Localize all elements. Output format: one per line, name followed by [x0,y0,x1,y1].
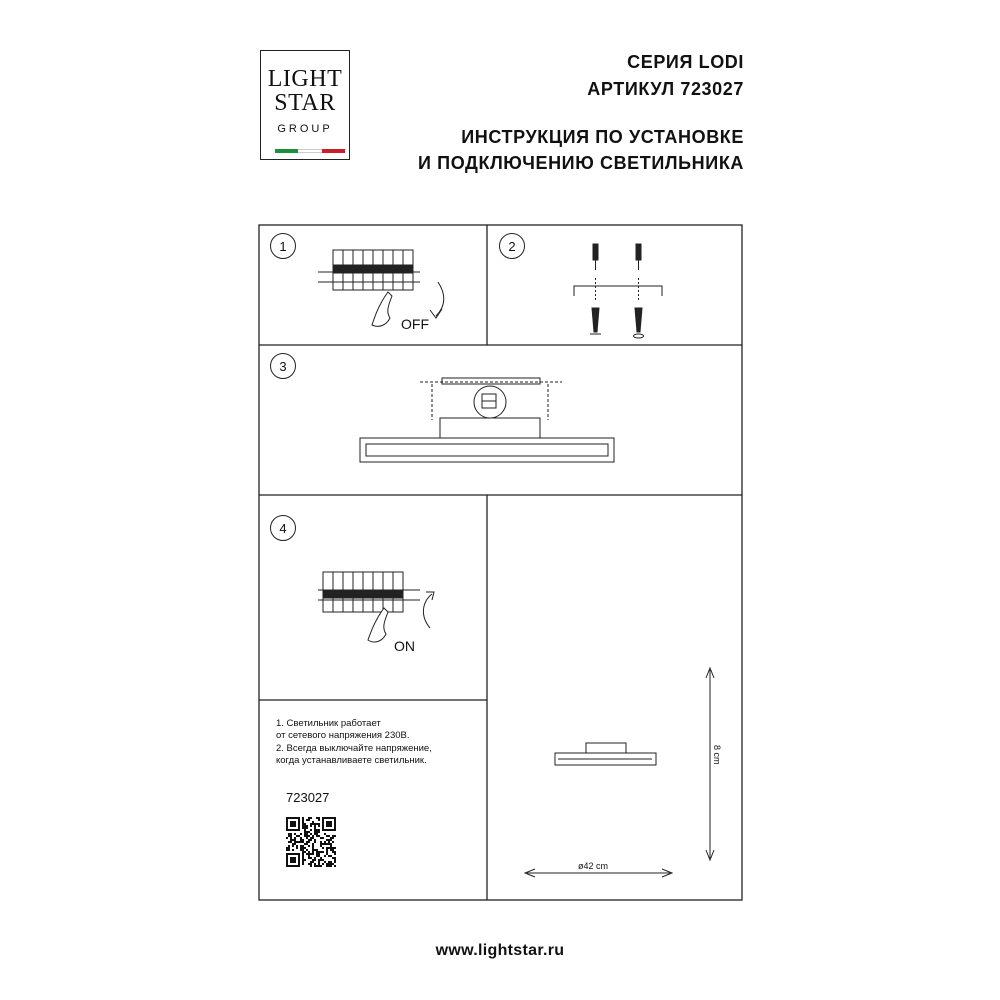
dowel-right-icon [636,244,641,270]
off-label: OFF [401,316,429,332]
step-number-4: 4 [270,515,296,541]
note-line-4: когда устанавливаете светильник. [276,755,427,766]
off-arrow-icon [436,282,444,316]
fixture-canopy [440,418,540,438]
on-arrow-icon [423,594,432,628]
website-url[interactable]: www.lightstar.ru [435,942,565,959]
outer-frame [259,225,742,900]
step3-assembly-illustration [360,378,614,462]
logo-word-light: LIGHT [267,66,343,92]
step-number-3: 3 [270,353,296,379]
step2-mounting-illustration [574,244,662,338]
hand-icon [372,292,392,326]
step4-breaker-illustration [318,572,434,642]
logo-word-star: STAR [274,90,336,116]
panel-grid [259,225,742,900]
mounting-bracket-icon [574,286,662,296]
series-name: СЕРИЯ LODI [627,52,744,72]
screw-left-icon [590,308,601,334]
notes-article-code: 723027 [286,790,330,805]
step-number-1: 1 [270,233,296,259]
mounting-plate [442,378,540,384]
breaker-switch-row [323,590,403,598]
fixture-diffuser [366,444,608,456]
on-label: ON [394,638,415,654]
step-number-2: 2 [499,233,525,259]
width-dimension-label: ø42 cm [578,861,609,871]
height-dimension-label: 8 cm [712,745,722,765]
instruction-title-line1: ИНСТРУКЦИЯ ПО УСТАНОВКЕ [461,127,744,147]
note-line-2: от сетевого напряжения 230В. [276,730,410,741]
screw-right-icon [634,308,644,338]
article-number: АРТИКУЛ 723027 [587,79,744,99]
dimension-drawing [525,668,714,877]
logo-word-group: GROUP [277,123,333,135]
dimension-fixture-canopy [586,743,626,753]
step1-breaker-illustration [318,250,444,326]
instruction-title-line2: И ПОДКЛЮЧЕНИЮ СВЕТИЛЬНИКА [418,153,744,173]
dowel-left-icon [593,244,598,270]
hand-icon [368,608,388,642]
qr-code [286,817,336,867]
note-line-3: 2. Всегда выключайте напряжение, [276,743,432,754]
fixture-body [360,438,614,462]
breaker-switch-row [333,265,413,273]
note-line-1: 1. Светильник работает [276,718,381,729]
